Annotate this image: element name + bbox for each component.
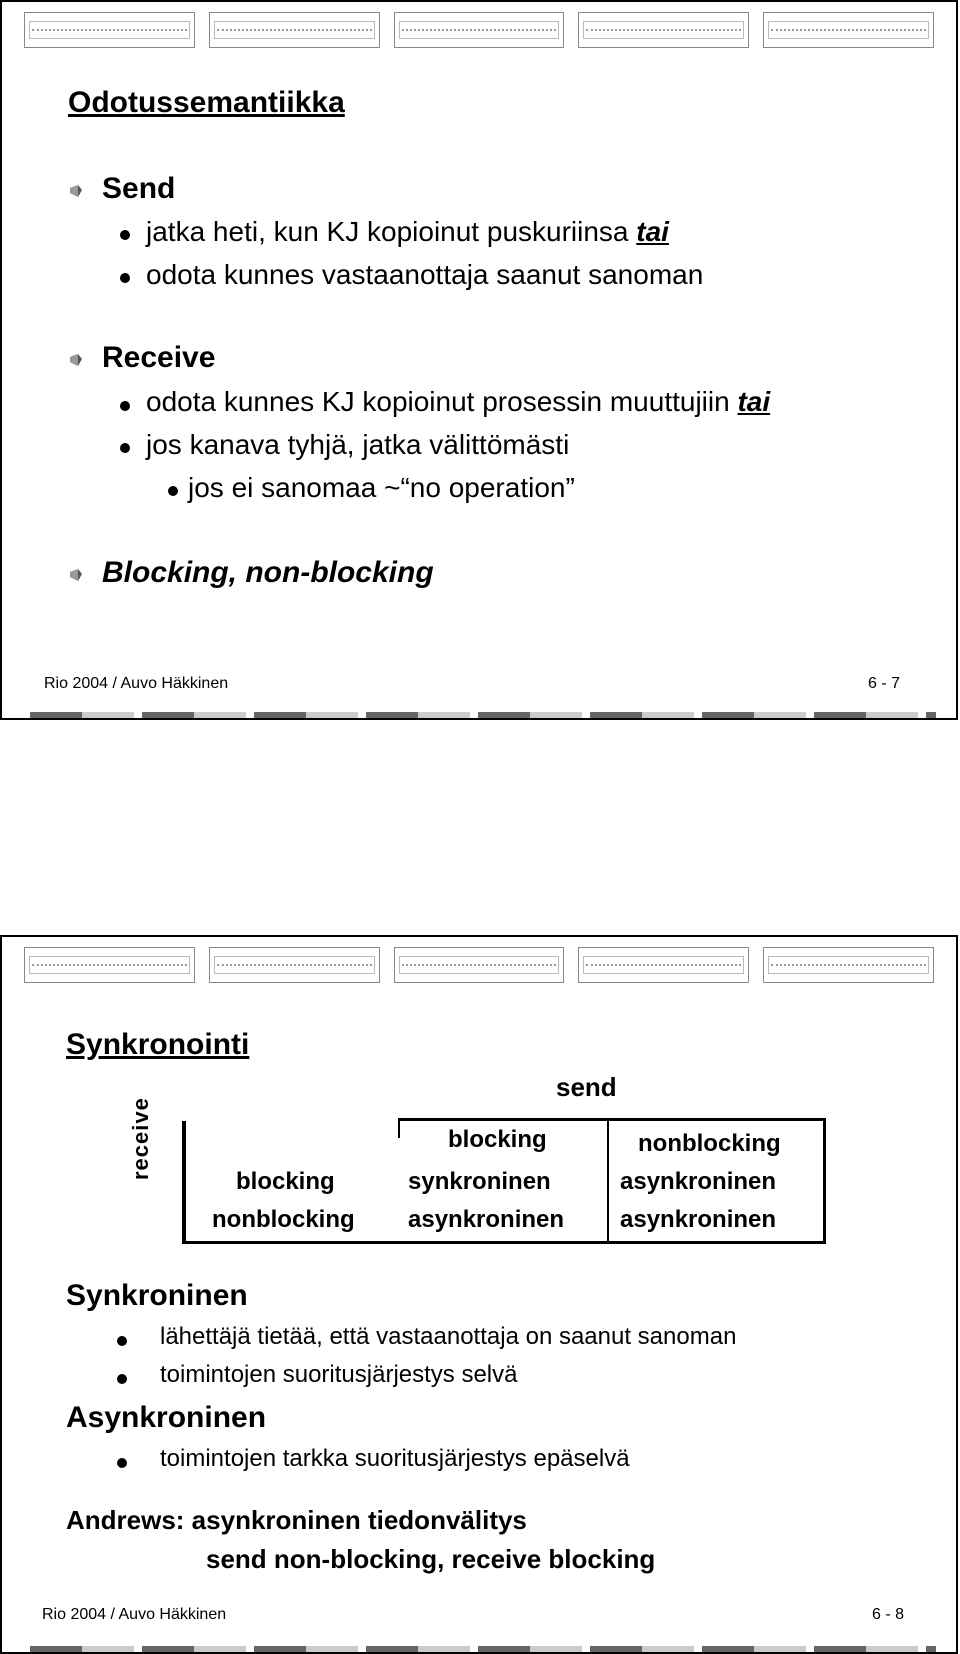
table-cell: asynkroninen (620, 1168, 777, 1195)
slide-title: Odotussemantiikka (68, 86, 345, 119)
slide-title: Synkronointi (66, 1028, 250, 1061)
receive-item-2: jos kanava tyhjä, jatka välittömästi (146, 429, 570, 460)
bullet-dot-icon (120, 273, 130, 283)
bullet-dot-icon (168, 486, 178, 496)
receive-heading: Receive (102, 341, 216, 374)
receive-subitem: jos ei sanomaa ~“no operation” (188, 472, 575, 503)
receive-axis-label: receive (128, 1097, 153, 1180)
send-item-2: odota kunnes vastaanottaja saanut sanoman (146, 259, 704, 290)
table-cell: synkroninen (408, 1168, 551, 1195)
slide-6-7 (0, 0, 958, 720)
diamond-bullet-icon (68, 183, 84, 199)
send-item-1: jatka heti, kun KJ kopioinut puskuriinsa tai (146, 216, 669, 247)
bullet-dot-icon (120, 230, 130, 240)
col-header-blocking: blocking (448, 1126, 547, 1153)
slide-bottom-strip (30, 712, 936, 718)
synkroninen-item-1: lähettäjä tietää, että vastaanottaja on saanut sanoman (160, 1323, 737, 1350)
send-axis-label: send (556, 1072, 617, 1102)
footer-author: Rio 2004 / Auvo Häkkinen (44, 675, 229, 692)
footer-author: Rio 2004 / Auvo Häkkinen (42, 1606, 227, 1623)
synkroninen-heading: Synkroninen (66, 1279, 248, 1312)
bullet-dot-icon (120, 401, 130, 411)
slide-header-strip (24, 947, 934, 983)
diamond-bullet-icon (68, 567, 84, 583)
send-heading: Send (102, 172, 176, 205)
page-number: 6 - 8 (871, 1606, 904, 1623)
col-header-nonblocking: nonblocking (638, 1130, 781, 1157)
bullet-dot-icon (117, 1336, 127, 1346)
synkroninen-item-2: toimintojen suoritusjärjestys selvä (160, 1361, 518, 1388)
row-header-blocking: blocking (236, 1168, 335, 1195)
slide-bottom-strip (30, 1646, 936, 1652)
blocking-heading: Blocking, non-blocking (102, 556, 434, 589)
diamond-bullet-icon (68, 352, 84, 368)
table-cell: asynkroninen (620, 1206, 777, 1233)
slide-header-strip (24, 12, 934, 48)
bullet-dot-icon (117, 1374, 127, 1384)
page-number: 6 - 7 (867, 675, 900, 692)
andrews-line-2: send non-blocking, receive blocking (206, 1544, 656, 1574)
bullet-dot-icon (120, 443, 130, 453)
asynkroninen-item-1: toimintojen tarkka suoritusjärjestys epäselvä (160, 1445, 630, 1472)
receive-item-1: odota kunnes KJ kopioinut prosessin muuttujiin tai (146, 386, 771, 417)
bullet-dot-icon (117, 1458, 127, 1468)
asynkroninen-heading: Asynkroninen (66, 1401, 267, 1434)
andrews-line-1: Andrews: asynkroninen tiedonvälitys (66, 1505, 527, 1535)
row-header-nonblocking: nonblocking (212, 1206, 355, 1233)
table-cell: asynkroninen (408, 1206, 565, 1233)
